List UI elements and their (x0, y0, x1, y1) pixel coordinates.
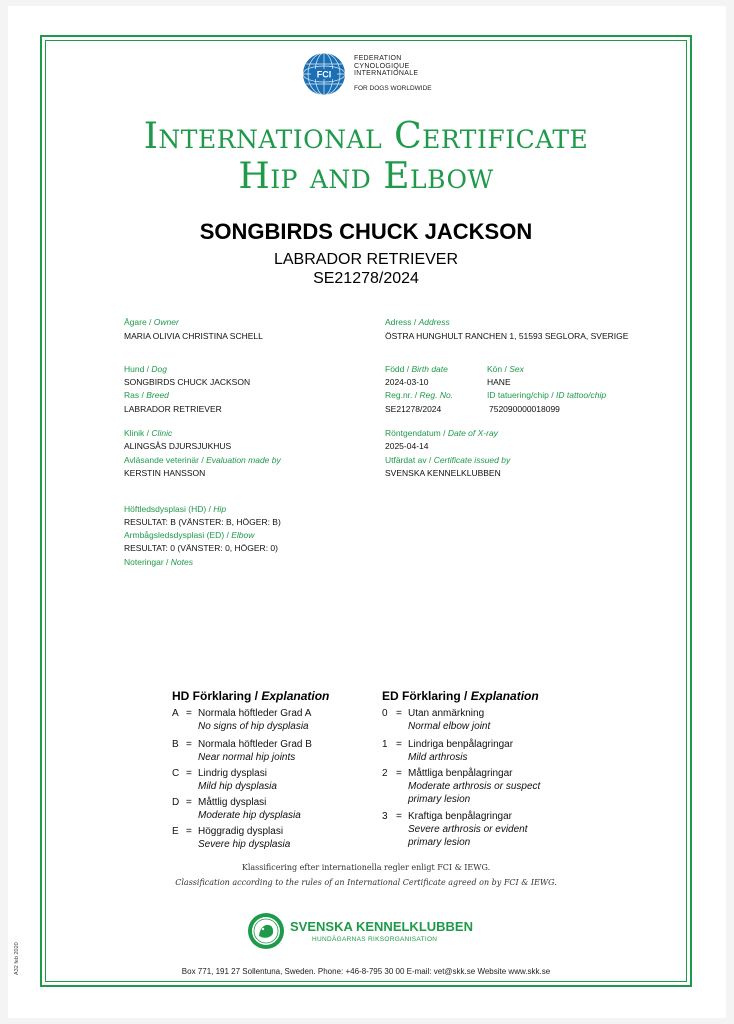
ed-grade-en: Severe arthrosis or evident (408, 824, 528, 835)
hd-explanation-heading: HD Förklaring / Explanation (172, 689, 330, 703)
breed-value: LABRADOR RETRIEVER (124, 404, 222, 414)
hd-grade-sv: Normala höftleder Grad A (198, 708, 312, 719)
ed-grade-sv: Lindriga benpålagringar (408, 739, 514, 750)
reg-no-label: Reg.nr. / Reg. No. (385, 390, 454, 400)
sex-value: HANE (487, 377, 511, 387)
id-chip-value: 752090000018099 (489, 404, 560, 414)
equals-sign: = (396, 811, 402, 822)
hd-grade-sv: Lindrig dysplasi (198, 768, 267, 779)
equals-sign: = (396, 708, 402, 719)
hip-result-value: RESULTAT: B (VÄNSTER: B, HÖGER: B) (124, 517, 281, 527)
ed-grade-description (408, 707, 490, 733)
evaluator-value: KERSTIN HANSSON (124, 468, 206, 478)
certificate-title-line-1: International Certificate (143, 116, 589, 157)
skk-name: SVENSKA KENNELKLUBBEN (290, 919, 473, 934)
hd-grade-description (198, 825, 290, 851)
certificate-title-line-2: Hip and Elbow (238, 156, 494, 197)
ed-grade-key: 3 (382, 811, 388, 822)
hd-grade-description (198, 796, 301, 822)
equals-sign: = (186, 739, 192, 750)
birth-date-label: Född / Birth date (385, 364, 448, 374)
classification-note-en: Classification according to the rules of an International Certificate agreed on by FCI & IEWG. (175, 878, 557, 887)
ed-grade-description (408, 810, 528, 849)
ed-grade-description (408, 738, 513, 764)
ed-grade-en: Normal elbow joint (408, 721, 491, 732)
sex-label: Kön / Sex (487, 364, 524, 374)
address-label: Adress / Address (385, 317, 450, 327)
reg-no-value: SE21278/2024 (385, 404, 442, 414)
owner-label: Ägare / Owner (124, 317, 179, 327)
fci-logo-text: FCI (316, 69, 332, 80)
skk-subtitle: HUNDÄGARNAS RIKSORGANISATION (312, 936, 438, 943)
form-code: A32 feb 2020 (14, 942, 20, 975)
xray-date-label: Röntgendatum / Date of X-ray (385, 428, 498, 438)
equals-sign: = (186, 826, 192, 837)
hd-grade-description (198, 707, 311, 733)
hip-label: Höftledsdysplasi (HD) / Hip (124, 504, 227, 514)
birth-date-value: 2024-03-10 (385, 377, 429, 387)
ed-grade-en: Mild arthrosis (408, 752, 468, 763)
breed-label: Ras / Breed (124, 390, 169, 400)
address-value: ÖSTRA HUNGHULT RANCHEN 1, 51593 SEGLORA, SVERIGE (385, 331, 629, 341)
hd-grade-en: Moderate hip dysplasia (198, 810, 301, 821)
ed-grade-description (408, 767, 540, 806)
dog-name-heading: SONGBIRDS CHUCK JACKSON (199, 219, 533, 244)
hd-grade-en: Severe hip dysplasia (198, 839, 291, 850)
fci-line-3: INTERNATIONALE (354, 70, 419, 77)
ed-grade-en: Moderate arthrosis or suspect (408, 781, 541, 792)
ed-grade-key: 2 (382, 768, 388, 779)
id-chip-label: ID tatuering/chip / ID tattoo/chip (487, 390, 607, 400)
hd-grade-key: A (172, 708, 179, 719)
hd-grade-en: No signs of hip dysplasia (198, 721, 309, 732)
ed-grade-key: 0 (382, 708, 388, 719)
fci-tagline: FOR DOGS WORLDWIDE (354, 85, 432, 92)
dog-reg-heading: SE21278/2024 (313, 270, 419, 287)
hd-grade-description (198, 738, 312, 764)
hd-grade-key: C (172, 768, 180, 779)
ed-grade-en-cont: primary lesion (408, 837, 471, 848)
owner-value: MARIA OLIVIA CHRISTINA SCHELL (124, 331, 263, 341)
equals-sign: = (186, 708, 192, 719)
ed-grade-sv: Utan anmärkning (408, 708, 485, 719)
ed-explanation-heading: ED Förklaring / Explanation (382, 689, 539, 703)
contact-footer: Box 771, 191 27 Sollentuna, Sweden. Phone: +46-8-795 30 00 E-mail: vet@skk.se Website www.skk.se (181, 967, 551, 976)
hd-grade-description (198, 767, 277, 793)
issued-by-value: SVENSKA KENNELKLUBBEN (385, 468, 501, 478)
ed-grade-key: 1 (382, 739, 388, 750)
equals-sign: = (396, 768, 402, 779)
hd-grade-sv: Måttlig dysplasi (198, 797, 267, 808)
fci-logo (300, 52, 460, 96)
equals-sign: = (186, 797, 192, 808)
fci-globe-icon (300, 52, 348, 96)
notes-label: Noteringar / Notes (124, 557, 194, 567)
clinic-label: Klinik / Clinic (124, 428, 173, 438)
hd-grade-key: D (172, 797, 180, 808)
ed-grade-en-cont: primary lesion (408, 794, 471, 805)
xray-date-value: 2025-04-14 (385, 441, 429, 451)
hd-grade-key: B (172, 739, 179, 750)
elbow-result-value: RESULTAT: 0 (VÄNSTER: 0, HÖGER: 0) (124, 543, 278, 553)
ed-grade-sv: Kraftiga benpålagringar (408, 811, 512, 822)
equals-sign: = (186, 768, 192, 779)
elbow-label: Armbågsledsdysplasi (ED) / Elbow (124, 530, 255, 540)
skk-emblem-icon (247, 912, 285, 950)
hd-grade-sv: Normala höftleder Grad B (198, 739, 312, 750)
classification-note-sv: Klassificering efter internationella regler enligt FCI & IEWG. (241, 863, 491, 872)
hd-grade-en: Mild hip dysplasia (198, 781, 277, 792)
fci-line-1: FEDERATION (354, 55, 402, 62)
equals-sign: = (396, 739, 402, 750)
dog-breed-heading: LABRADOR RETRIEVER (273, 251, 459, 268)
ed-grade-sv: Måttliga benpålagringar (408, 768, 513, 779)
hd-grade-key: E (172, 826, 179, 837)
hd-grade-sv: Höggradig dysplasi (198, 826, 284, 837)
clinic-value: ALINGSÅS DJURSJUKHUS (124, 441, 232, 451)
evaluator-label: Avläsande veterinär / Evaluation made by (124, 455, 281, 465)
dog-label: Hund / Dog (124, 364, 168, 374)
dog-value: SONGBIRDS CHUCK JACKSON (124, 377, 251, 387)
fci-org-name (354, 55, 418, 78)
hd-grade-en: Near normal hip joints (198, 752, 296, 763)
issued-by-label: Utfärdat av / Certificate issued by (385, 455, 511, 465)
fci-line-2: CYNOLOGIQUE (354, 62, 410, 70)
